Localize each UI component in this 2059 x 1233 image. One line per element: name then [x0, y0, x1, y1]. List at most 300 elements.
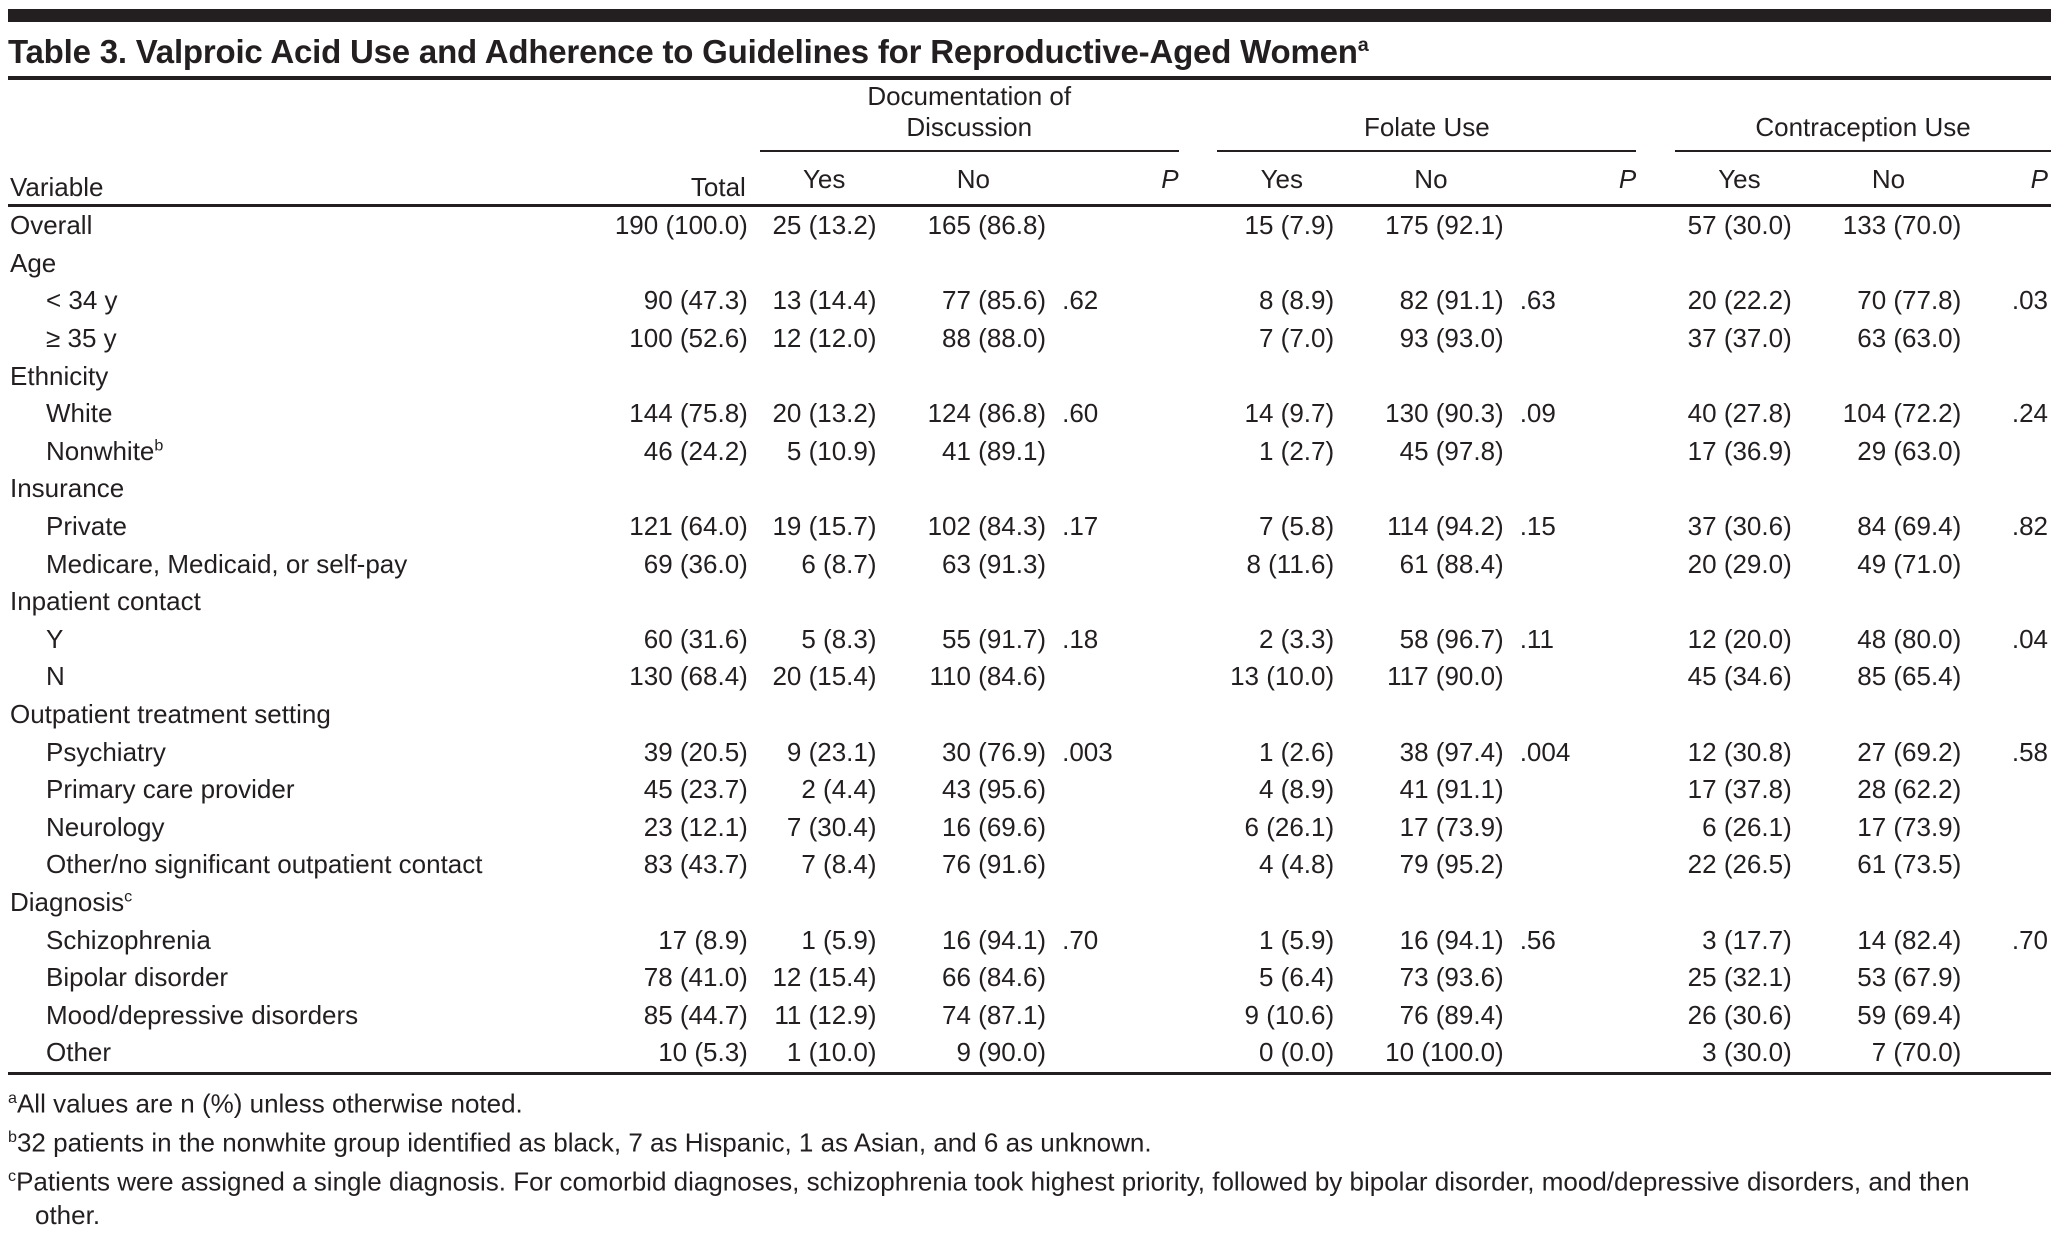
cell: [1058, 1034, 1179, 1073]
cell: 84 (69.4): [1857, 511, 1962, 542]
column-gap: [1179, 545, 1218, 583]
col-header-folate-no: No: [1346, 151, 1516, 206]
cell: [1804, 470, 1974, 508]
column-gap: [1179, 508, 1218, 546]
cell: 20 (29.0): [1687, 548, 1792, 579]
cell: 12 (12.0): [772, 323, 877, 354]
column-gap: [1636, 921, 1675, 959]
cell: [1973, 357, 2051, 395]
cell: .004: [1519, 736, 1571, 767]
cell: [889, 470, 1059, 508]
cell: [564, 470, 760, 508]
cell: 17 (36.9): [1687, 435, 1792, 466]
cell: 6 (8.7): [801, 548, 877, 579]
cell: [1346, 696, 1516, 734]
row-label: Inpatient contact: [10, 586, 201, 617]
column-gap: [1179, 583, 1218, 621]
table-row: [8, 921, 2051, 959]
cell: 79 (95.2): [1399, 849, 1504, 880]
cell: [1516, 206, 1637, 245]
cell: [1346, 245, 1516, 283]
cell: 1 (2.7): [1258, 435, 1335, 466]
cell: [1058, 433, 1179, 471]
cell: [1058, 809, 1179, 847]
footnote-a: [8, 1082, 2025, 1121]
column-gap: [1179, 621, 1218, 659]
cell: 73 (93.6): [1399, 962, 1504, 993]
cell: 53 (67.9): [1857, 962, 1962, 993]
column-gap: [1179, 696, 1218, 734]
cell: [1058, 320, 1179, 358]
table-title-footnote-marker: a: [1357, 34, 1369, 56]
cell: [1516, 470, 1637, 508]
table-row: [8, 996, 2051, 1034]
row-label: < 34 y: [46, 285, 118, 316]
cell: 175 (92.1): [1385, 210, 1504, 241]
row-label: Schizophrenia: [46, 924, 211, 955]
column-gap: [1179, 809, 1218, 847]
cell: 69 (36.0): [643, 548, 748, 579]
column-gap: [1179, 433, 1218, 471]
cell: 1 (5.9): [1258, 924, 1335, 955]
cell: 37 (37.0): [1687, 323, 1792, 354]
cell: 19 (15.7): [772, 511, 877, 542]
cell: 12 (15.4): [772, 962, 877, 993]
cell: [1973, 206, 2051, 245]
cell: 78 (41.0): [643, 962, 748, 993]
column-gap: [1636, 508, 1675, 546]
cell: 55 (91.7): [942, 623, 1047, 654]
cell: 5 (10.9): [786, 435, 877, 466]
cell: [1516, 583, 1637, 621]
cell: 60 (31.6): [643, 623, 748, 654]
cell: 28 (62.2): [1857, 774, 1962, 805]
table-row: [8, 846, 2051, 884]
column-gap: [1636, 245, 1675, 283]
cell: [1675, 357, 1804, 395]
cell: [1973, 245, 2051, 283]
column-gap: [1636, 395, 1675, 433]
cell: 10 (5.3): [564, 1034, 760, 1073]
cell: 26 (30.6): [1687, 999, 1792, 1030]
column-gap: [1179, 470, 1218, 508]
table-row: [8, 545, 2051, 583]
cell: 45 (34.6): [1687, 661, 1792, 692]
row-label: Other: [8, 1034, 564, 1073]
cell: [1973, 846, 2051, 884]
cell: 20 (22.2): [1687, 285, 1792, 316]
cell: .17: [1062, 511, 1099, 542]
row-label: Nonwhite$^b$: [46, 435, 164, 466]
cell: [1346, 470, 1516, 508]
cell: 12 (20.0): [1687, 623, 1792, 654]
column-gap: [1179, 658, 1218, 696]
cell: [1973, 583, 2051, 621]
col-header-doc-yes: Yes: [760, 151, 889, 206]
col-header-doc-no: No: [889, 151, 1059, 206]
footnote-b-marker: b: [8, 1127, 17, 1146]
row-label: Bipolar disorder: [46, 962, 229, 993]
cell: [760, 583, 889, 621]
cell: [1973, 658, 2051, 696]
cell: [1973, 320, 2051, 358]
cell: 74 (87.1): [942, 999, 1047, 1030]
cell: .18: [1062, 623, 1099, 654]
cell: [1675, 696, 1804, 734]
table-row: [8, 282, 2051, 320]
cell: .63: [1519, 285, 1556, 316]
col-header-variable: Variable: [8, 80, 564, 206]
cell: [1973, 809, 2051, 847]
cell: 30 (76.9): [942, 736, 1047, 767]
cell: [1058, 884, 1179, 922]
cell: .56: [1519, 924, 1556, 955]
cell: [1217, 470, 1346, 508]
cell: 90 (47.3): [643, 285, 748, 316]
cell: 37 (30.6): [1687, 511, 1792, 542]
cell: 14 (82.4): [1857, 924, 1962, 955]
column-gap: [1179, 80, 1218, 206]
cell: 9 (90.0): [889, 1034, 1059, 1073]
row-label: Y: [46, 623, 64, 654]
table-row: [8, 809, 2051, 847]
column-gap: [1636, 696, 1675, 734]
table-row: [8, 621, 2051, 659]
cell: .60: [1062, 398, 1099, 429]
cell: 3 (30.0): [1675, 1034, 1804, 1073]
cell: 27 (69.2): [1857, 736, 1962, 767]
cell: 4 (4.8): [1258, 849, 1335, 880]
cell: [1217, 696, 1346, 734]
cell: 14 (9.7): [1244, 398, 1335, 429]
group-header-documentation: [760, 80, 1179, 151]
cell: 7 (8.4): [801, 849, 877, 880]
cell: [1973, 696, 2051, 734]
cell: [1058, 245, 1179, 283]
cell: 102 (84.3): [927, 511, 1047, 542]
cell: 9 (23.1): [786, 736, 877, 767]
footnote-b-text: 32 patients in the nonwhite group identified as black, 7 as Hispanic, 1 as Asian, and 6 as unknown.: [16, 1127, 1152, 1158]
cell: 9 (10.6): [1244, 999, 1335, 1030]
column-gap: [1636, 809, 1675, 847]
cell: [1516, 696, 1637, 734]
cell: [1516, 884, 1637, 922]
cell: [564, 357, 760, 395]
cell: .70: [1062, 924, 1099, 955]
cell: .70: [2011, 924, 2048, 955]
cell: [564, 583, 760, 621]
table-header: [8, 80, 2051, 206]
cell: 124 (86.8): [927, 398, 1047, 429]
cell: [760, 696, 889, 734]
cell: [889, 245, 1059, 283]
cell: 20 (13.2): [772, 398, 877, 429]
cell: 130 (68.4): [629, 661, 748, 692]
column-gap: [1179, 357, 1218, 395]
column-gap: [1636, 470, 1675, 508]
cell: 6 (26.1): [1702, 811, 1792, 842]
cell: [1973, 996, 2051, 1034]
cell: [1804, 583, 1974, 621]
table-footnotes: [8, 1075, 2051, 1233]
cell: 25 (13.2): [772, 210, 877, 241]
cell: [1516, 1034, 1637, 1073]
cell: 12 (30.8): [1687, 736, 1792, 767]
cell: 39 (20.5): [643, 736, 748, 767]
footnote-c-text: Patients were assigned a single diagnosis. For comorbid diagnoses, schizophrenia took highest priority, followed by bipolar disorder, mood/depressive disorders, and then other.: [16, 1166, 1970, 1231]
cell: [760, 245, 889, 283]
cell: 45 (23.7): [643, 774, 748, 805]
cell: 2 (4.4): [801, 774, 877, 805]
column-gap: [1636, 884, 1675, 922]
cell: [1675, 245, 1804, 283]
column-gap: [1179, 921, 1218, 959]
cell: [1516, 996, 1637, 1034]
cell: [1058, 846, 1179, 884]
cell: 85 (65.4): [1857, 661, 1962, 692]
cell: 2 (3.3): [1258, 623, 1335, 654]
cell: [1516, 959, 1637, 997]
cell: 40 (27.8): [1687, 398, 1792, 429]
column-gap: [1179, 1034, 1218, 1073]
col-header-total: Total: [564, 80, 760, 206]
cell: 23 (12.1): [643, 811, 748, 842]
row-label: Diagnosis$^c$: [10, 886, 133, 917]
footnote-c-marker: c: [8, 1166, 17, 1185]
cell: [1058, 470, 1179, 508]
cell: 15 (7.9): [1244, 210, 1335, 241]
column-gap: [1179, 959, 1218, 997]
cell: .82: [2011, 511, 2048, 542]
col-header-folate-yes: Yes: [1217, 151, 1346, 206]
column-gap: [1179, 996, 1218, 1034]
cell: 16 (94.1): [942, 924, 1047, 955]
cell: 10 (100.0): [1346, 1034, 1516, 1073]
cell: [1058, 583, 1179, 621]
cell: 17 (73.9): [1857, 811, 1962, 842]
cell: 8 (8.9): [1258, 285, 1335, 316]
cell: [1346, 357, 1516, 395]
cell: [889, 357, 1059, 395]
cell: .58: [2011, 736, 2048, 767]
column-gap: [1179, 733, 1218, 771]
table-row: [8, 733, 2051, 771]
row-label: Neurology: [46, 811, 165, 842]
cell: 114 (94.2): [1387, 511, 1504, 542]
cell: [889, 583, 1059, 621]
cell: 46 (24.2): [643, 435, 748, 466]
row-label: Insurance: [10, 473, 125, 504]
cell: [1804, 696, 1974, 734]
row-label-footnote-marker: b: [154, 436, 164, 455]
cell: [760, 470, 889, 508]
cell: [1058, 545, 1179, 583]
cell: [1058, 357, 1179, 395]
column-gap: [1636, 282, 1675, 320]
cell: 16 (94.1): [1399, 924, 1504, 955]
cell: 130 (90.3): [1385, 398, 1504, 429]
cell: 58 (96.7): [1399, 623, 1504, 654]
cell: 20 (15.4): [772, 661, 877, 692]
cell: 5 (6.4): [1258, 962, 1335, 993]
cell: 43 (95.6): [942, 774, 1047, 805]
cell: [1804, 357, 1974, 395]
group-header-folate: Folate Use: [1217, 80, 1636, 151]
cell: [1346, 583, 1516, 621]
footnote-b: [8, 1121, 2025, 1160]
cell: [1058, 771, 1179, 809]
cell: [1516, 245, 1637, 283]
cell: .09: [1519, 398, 1556, 429]
cell: 104 (72.2): [1842, 398, 1962, 429]
cell: [1973, 545, 2051, 583]
table-row: [8, 959, 2051, 997]
category-row: [8, 357, 2051, 395]
row-label-footnote-marker: c: [124, 887, 133, 906]
cell: 41 (89.1): [942, 435, 1047, 466]
cell: [1804, 245, 1974, 283]
cell: [1217, 884, 1346, 922]
cell: 7 (30.4): [786, 811, 877, 842]
cell: 25 (32.1): [1687, 962, 1792, 993]
row-label: Mood/depressive disorders: [46, 999, 359, 1030]
cell: [1516, 771, 1637, 809]
column-gap: [1179, 395, 1218, 433]
column-gap: [1636, 320, 1675, 358]
cell: 17 (8.9): [658, 924, 748, 955]
cell: .15: [1519, 511, 1556, 542]
column-gap: [1636, 959, 1675, 997]
cell: 66 (84.6): [942, 962, 1047, 993]
cell: 48 (80.0): [1857, 623, 1962, 654]
column-gap: [1636, 206, 1675, 245]
column-gap: [1636, 357, 1675, 395]
column-gap: [1636, 996, 1675, 1034]
category-row: [8, 245, 2051, 283]
cell: 8 (11.6): [1246, 548, 1335, 579]
cell: 57 (30.0): [1687, 210, 1792, 241]
column-gap: [1636, 545, 1675, 583]
column-gap: [1636, 80, 1675, 206]
cell: [889, 884, 1059, 922]
cell: [1973, 1034, 2051, 1073]
col-header-folate-p: P: [1516, 151, 1637, 206]
row-label: Medicare, Medicaid, or self-pay: [46, 548, 408, 579]
cell: 165 (86.8): [927, 210, 1047, 241]
cell: 4 (8.9): [1258, 774, 1335, 805]
category-row: [8, 583, 2051, 621]
cell: 17 (37.8): [1687, 774, 1792, 805]
column-gap: [1636, 733, 1675, 771]
cell: 117 (90.0): [1387, 661, 1504, 692]
column-gap: [1636, 846, 1675, 884]
cell: [1973, 959, 2051, 997]
cell: 61 (73.5): [1857, 849, 1962, 880]
column-gap: [1636, 621, 1675, 659]
cell: [1058, 206, 1179, 245]
row-label: ≥ 35 y: [46, 323, 117, 354]
table-row: [8, 1034, 2051, 1073]
cell: 59 (69.4): [1857, 999, 1962, 1030]
cell: [1516, 846, 1637, 884]
cell: .03: [2011, 285, 2048, 316]
cell: 41 (91.1): [1399, 774, 1504, 805]
column-gap: [1179, 245, 1218, 283]
table-row: [8, 771, 2051, 809]
column-gap: [1636, 583, 1675, 621]
table-row: [8, 433, 2051, 471]
cell: 1 (10.0): [760, 1034, 889, 1073]
column-gap: [1179, 846, 1218, 884]
cell: [1217, 245, 1346, 283]
row-label: Overall: [10, 210, 93, 241]
table-title-text: Table 3. Valproic Acid Use and Adherence to Guidelines for Reproductive-Aged Women: [8, 33, 1358, 70]
cell: [1217, 583, 1346, 621]
cell: 7 (5.8): [1258, 511, 1335, 542]
row-label: Psychiatry: [46, 736, 166, 767]
cell: 88 (88.0): [942, 323, 1047, 354]
cell: [1516, 545, 1637, 583]
cell: [1973, 771, 2051, 809]
table-top-rule: [8, 9, 2051, 22]
cell: .04: [2011, 623, 2048, 654]
cell: [760, 884, 889, 922]
category-row: [8, 470, 2051, 508]
cell: [564, 245, 760, 283]
cell: 121 (64.0): [629, 511, 748, 542]
category-row: [8, 696, 2051, 734]
cell: [1346, 884, 1516, 922]
footnote-c: [8, 1160, 2025, 1233]
category-row: [8, 884, 2051, 922]
cell: [1516, 658, 1637, 696]
cell: 5 (8.3): [801, 623, 877, 654]
cell: [1516, 357, 1637, 395]
cell: 29 (63.0): [1857, 435, 1962, 466]
row-label: N: [46, 661, 65, 692]
row-label: Ethnicity: [10, 360, 109, 391]
table-row: [8, 658, 2051, 696]
table-row: [8, 395, 2051, 433]
cell: 17 (73.9): [1399, 811, 1504, 842]
cell: 133 (70.0): [1842, 210, 1962, 241]
table-title: [8, 22, 2051, 80]
row-label: Primary care provider: [46, 774, 295, 805]
footnote-a-text: All values are n (%) unless otherwise noted.: [16, 1088, 523, 1119]
cell: [1516, 809, 1637, 847]
col-header-contraception-p: P: [1973, 151, 2051, 206]
cell: 1 (5.9): [801, 924, 877, 955]
column-gap: [1179, 320, 1218, 358]
cell: 76 (91.6): [942, 849, 1047, 880]
cell: [1058, 696, 1179, 734]
cell: 7 (70.0): [1804, 1034, 1974, 1073]
cell: [1804, 884, 1974, 922]
row-label: Private: [46, 511, 127, 542]
table-row: [8, 206, 2051, 245]
cell: [760, 357, 889, 395]
cell: [1973, 884, 2051, 922]
cell: 110 (84.6): [929, 661, 1047, 692]
cell: 13 (10.0): [1230, 661, 1335, 692]
column-gap: [1179, 771, 1218, 809]
table-row: [8, 320, 2051, 358]
cell: .62: [1062, 285, 1099, 316]
cell: 45 (97.8): [1399, 435, 1504, 466]
group-header-contraception: Contraception Use: [1675, 80, 2051, 151]
group-header-row: [8, 80, 2051, 151]
cell: .24: [2011, 398, 2048, 429]
